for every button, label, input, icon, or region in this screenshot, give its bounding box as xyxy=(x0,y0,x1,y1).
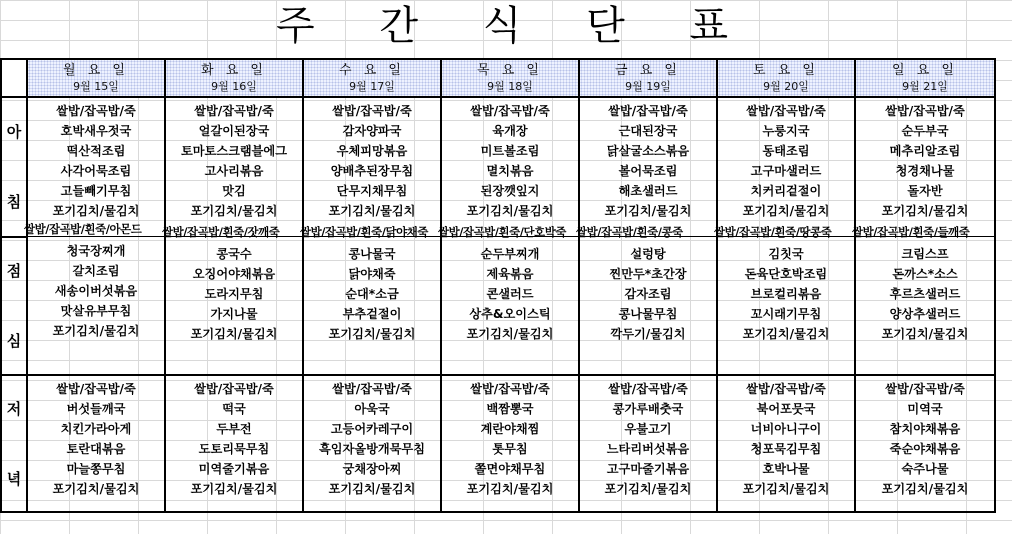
day-header xyxy=(303,59,441,97)
day-date: 9월 21일 xyxy=(902,79,948,93)
dinner-menu-cell xyxy=(27,375,165,512)
menu-item: 쌀밥/잡곡밥/흰죽/단호박죽 xyxy=(438,225,566,239)
menu-item: 고구마샐러드 xyxy=(750,164,822,178)
weekly-menu-table xyxy=(0,58,996,513)
day-date: 9월 15일 xyxy=(73,79,119,93)
menu-item: 포기김치/물김치 xyxy=(466,327,554,341)
menu-item: 설렁탕 xyxy=(630,247,666,261)
menu-item: 포기김치/물김치 xyxy=(742,482,830,496)
menu-item: 포기김치/물김치 xyxy=(466,204,554,218)
menu-item: 쫄면야채무침 xyxy=(474,462,546,476)
menu-item: 청경채나물 xyxy=(895,164,955,178)
day-header-row xyxy=(1,59,995,97)
menu-item: 부추겉절이 xyxy=(342,307,402,321)
menu-item: 궁채장아찌 xyxy=(342,462,402,476)
menu-item: 너비아니구이 xyxy=(750,422,822,436)
menu-item: 돈육단호박조림 xyxy=(744,267,828,281)
day-header xyxy=(165,59,303,97)
menu-item: 콩나물국 xyxy=(348,247,396,261)
menu-item: 쌀밥/잡곡밥/흰죽/콩죽 xyxy=(576,225,683,239)
menu-item: 우체피망볶음 xyxy=(336,144,408,158)
menu-item: 도토리묵무침 xyxy=(198,442,270,456)
menu-item: 맛김 xyxy=(222,184,246,198)
menu-item: 호박나물 xyxy=(762,462,810,476)
menu-item: 콩국수 xyxy=(216,247,252,261)
menu-item: 쌀밥/잡곡밥/죽 xyxy=(746,104,826,118)
menu-item: 감자조림 xyxy=(624,287,672,301)
menu-item: 근대된장국 xyxy=(618,124,678,138)
menu-item: 포기김치/물김치 xyxy=(328,204,416,218)
menu-item: 청포묵김무침 xyxy=(750,442,822,456)
menu-item: 멸치볶음 xyxy=(486,164,534,178)
menu-item: 톳무침 xyxy=(492,442,528,456)
dinner-label xyxy=(1,375,27,512)
menu-item: 치킨가라아게 xyxy=(60,422,132,436)
menu-item: 누룽지국 xyxy=(762,124,810,138)
menu-item: 콩나물무침 xyxy=(618,307,678,321)
menu-item: 돌자반 xyxy=(907,184,943,198)
menu-item: 순두부찌개 xyxy=(480,247,540,261)
menu-item: 쌀밥/잡곡밥/흰죽/아몬드 xyxy=(24,222,142,236)
menu-item: 쌀밥/잡곡밥/죽 xyxy=(608,104,688,118)
menu-item: 쌀밥/잡곡밥/죽 xyxy=(56,382,136,396)
menu-item: 두부전 xyxy=(216,422,252,436)
menu-item: 크림스프 xyxy=(901,247,949,261)
menu-item: 새송이버섯볶음 xyxy=(54,284,138,298)
menu-item: 감자양파국 xyxy=(342,124,402,138)
menu-item: 볼어묵조림 xyxy=(618,164,678,178)
menu-item: 포기김치/물김치 xyxy=(190,327,278,341)
menu-item: 깍두기/물김치 xyxy=(610,327,686,341)
menu-item: 양상추샐러드 xyxy=(889,307,961,321)
menu-item: 해초샐러드 xyxy=(618,184,678,198)
lunch-menu-cell xyxy=(24,222,165,376)
menu-item: 포기김치/물김치 xyxy=(466,482,554,496)
menu-item: 상추&오이스틱 xyxy=(469,307,551,321)
menu-item: 후르츠샐러드 xyxy=(889,287,961,301)
day-header xyxy=(855,59,995,97)
day-date: 9월 16일 xyxy=(211,79,257,93)
menu-item: 포기김치/물김치 xyxy=(742,204,830,218)
day-date: 9월 17일 xyxy=(349,79,395,93)
menu-item: 참치야채볶음 xyxy=(889,422,961,436)
menu-item: 김칫국 xyxy=(768,247,804,261)
breakfast-label xyxy=(1,97,27,237)
lunch-label xyxy=(1,237,27,376)
menu-item: 콩가루배춧국 xyxy=(612,402,684,416)
menu-item: 단무지채무침 xyxy=(336,184,408,198)
menu-item: 쌀밥/잡곡밥/죽 xyxy=(470,104,550,118)
menu-item: 쌀밥/잡곡밥/흰죽/땅콩죽 xyxy=(714,225,832,239)
menu-item: 고구마줄기볶음 xyxy=(606,462,690,476)
menu-item: 치커리겉절이 xyxy=(750,184,822,198)
menu-item: 순두부국 xyxy=(901,124,949,138)
menu-item: 숙주나물 xyxy=(901,462,949,476)
day-name: 일 요 일 xyxy=(892,62,958,78)
menu-item: 쌀밥/잡곡밥/죽 xyxy=(56,104,136,118)
menu-item: 포기김치/물김치 xyxy=(604,482,692,496)
menu-item: 포기김치/물김치 xyxy=(52,204,140,218)
menu-item: 쌀밥/잡곡밥/흰죽/닭야채죽 xyxy=(300,225,428,239)
breakfast-menu-cell xyxy=(717,97,855,237)
day-name: 수 요 일 xyxy=(339,62,405,78)
lunch-menu-cell xyxy=(714,225,855,376)
day-date: 9월 20일 xyxy=(763,79,809,93)
lunch-menu-cell xyxy=(852,225,995,376)
menu-item: 청국장찌개 xyxy=(66,244,126,258)
breakfast-menu-cell xyxy=(441,97,579,237)
menu-item: 마늘쫑무침 xyxy=(66,462,126,476)
menu-item: 포기김치/물김치 xyxy=(604,204,692,218)
menu-item: 브로컬리볶음 xyxy=(750,287,822,301)
menu-item: 버섯들깨국 xyxy=(66,402,126,416)
menu-item: 아욱국 xyxy=(354,402,390,416)
meal-label-syllable: 침 xyxy=(6,192,22,211)
menu-item: 포기김치/물김치 xyxy=(881,204,969,218)
menu-item: 얼갈이된장국 xyxy=(198,124,270,138)
corner-cell xyxy=(1,59,27,97)
dinner-menu-cell xyxy=(441,375,579,512)
menu-item: 쌀밥/잡곡밥/죽 xyxy=(470,382,550,396)
menu-item: 쌀밥/잡곡밥/죽 xyxy=(194,382,274,396)
menu-item: 고들빼기무침 xyxy=(60,184,132,198)
menu-item: 된장깻잎지 xyxy=(480,184,540,198)
menu-item: 포기김치/물김치 xyxy=(190,482,278,496)
breakfast-menu-cell xyxy=(165,97,303,237)
meal-label-syllable: 녁 xyxy=(6,469,22,488)
menu-item: 닭야채죽 xyxy=(348,267,396,281)
menu-item: 미역국 xyxy=(907,402,943,416)
menu-item: 찐만두*초간장 xyxy=(609,267,687,281)
menu-item: 미역줄기볶음 xyxy=(198,462,270,476)
menu-item: 가지나물 xyxy=(210,307,258,321)
menu-item: 포기김치/물김치 xyxy=(881,482,969,496)
breakfast-menu-cell xyxy=(27,97,165,237)
meal-label-syllable: 심 xyxy=(6,331,22,350)
menu-item: 사각어묵조림 xyxy=(60,164,132,178)
menu-item: 쌀밥/잡곡밥/죽 xyxy=(332,104,412,118)
menu-item: 떡국 xyxy=(222,402,246,416)
menu-item: 맛살유부무침 xyxy=(60,304,132,318)
menu-item: 양배추된장무침 xyxy=(330,164,414,178)
menu-item: 돈까스*소스 xyxy=(892,267,958,281)
breakfast-menu-cell xyxy=(303,97,441,237)
meal-label-syllable: 점 xyxy=(6,261,22,280)
menu-item: 포기김치/물김치 xyxy=(742,327,830,341)
menu-item: 쌀밥/잡곡밥/죽 xyxy=(746,382,826,396)
menu-item: 쌀밥/잡곡밥/죽 xyxy=(885,104,965,118)
menu-item: 미트볼조림 xyxy=(480,144,540,158)
menu-item: 닭살굴소스볶음 xyxy=(606,144,690,158)
menu-item: 쌀밥/잡곡밥/흰죽/잣깨죽 xyxy=(162,225,280,239)
dinner-menu-cell xyxy=(303,375,441,512)
menu-item: 고사리볶음 xyxy=(204,164,264,178)
menu-item: 포기김치/물김치 xyxy=(881,327,969,341)
day-name: 목 요 일 xyxy=(477,62,543,78)
menu-item: 우불고기 xyxy=(624,422,672,436)
menu-item: 느타리버섯볶음 xyxy=(606,442,690,456)
breakfast-row xyxy=(1,97,995,237)
dinner-row xyxy=(1,375,995,512)
meal-label-syllable: 저 xyxy=(6,399,22,418)
menu-item: 토마토스크램블에그 xyxy=(181,144,287,158)
menu-item: 동태조림 xyxy=(762,144,810,158)
menu-item: 고등어카레구이 xyxy=(330,422,414,436)
menu-item: 쌀밥/잡곡밥/죽 xyxy=(194,104,274,118)
menu-item: 쌀밥/잡곡밥/흰죽/들깨죽 xyxy=(852,225,970,239)
lunch-row xyxy=(1,237,995,376)
menu-item: 꼬시래기무침 xyxy=(750,307,822,321)
dinner-menu-cell xyxy=(579,375,717,512)
menu-item: 포기김치/물김치 xyxy=(190,204,278,218)
menu-item: 토란대볶음 xyxy=(66,442,126,456)
menu-item: 도라지무침 xyxy=(204,287,264,301)
lunch-menu-cell xyxy=(162,225,303,376)
menu-title: 주 간 식 단 표 xyxy=(276,3,755,49)
day-name: 화 요 일 xyxy=(201,62,267,78)
menu-item: 쌀밥/잡곡밥/죽 xyxy=(608,382,688,396)
menu-item: 떡산적조림 xyxy=(66,144,126,158)
menu-item: 북어포뭇국 xyxy=(756,402,816,416)
day-header xyxy=(579,59,717,97)
day-header xyxy=(27,59,165,97)
menu-item: 순대*소금 xyxy=(345,287,399,301)
menu-item: 포기김치/물김치 xyxy=(328,482,416,496)
meal-label-syllable: 아 xyxy=(6,122,22,141)
menu-item: 메추리알조림 xyxy=(889,144,961,158)
day-header xyxy=(441,59,579,97)
dinner-menu-cell xyxy=(855,375,995,512)
day-date: 9월 19일 xyxy=(625,79,671,93)
dinner-menu-cell xyxy=(717,375,855,512)
menu-item: 호박새우젓국 xyxy=(60,124,132,138)
menu-item: 제육볶음 xyxy=(486,267,534,281)
menu-item: 갈치조림 xyxy=(72,264,120,278)
menu-item: 포기김치/물김치 xyxy=(52,324,140,338)
lunch-menu-cell xyxy=(438,225,579,376)
dinner-menu-cell xyxy=(165,375,303,512)
menu-item: 쌀밥/잡곡밥/죽 xyxy=(885,382,965,396)
breakfast-menu-cell xyxy=(855,97,995,237)
lunch-menu-cell xyxy=(300,225,441,376)
menu-item: 백짬뽕국 xyxy=(486,402,534,416)
menu-item: 계란야채찜 xyxy=(480,422,540,436)
menu-item: 포기김치/물김치 xyxy=(328,327,416,341)
menu-item: 포기김치/물김치 xyxy=(52,482,140,496)
day-name: 월 요 일 xyxy=(63,62,129,78)
menu-item: 콘샐러드 xyxy=(486,287,534,301)
menu-item: 오징어야채볶음 xyxy=(192,267,276,281)
menu-item: 죽순야채볶음 xyxy=(889,442,961,456)
breakfast-menu-cell xyxy=(579,97,717,237)
day-date: 9월 18일 xyxy=(487,79,533,93)
day-name: 토 요 일 xyxy=(753,62,819,78)
menu-item: 육개장 xyxy=(492,124,528,138)
day-name: 금 요 일 xyxy=(615,62,681,78)
day-header xyxy=(717,59,855,97)
menu-item: 쌀밥/잡곡밥/죽 xyxy=(332,382,412,396)
lunch-menu-cell xyxy=(576,225,717,376)
menu-item: 흑임자올방개묵무침 xyxy=(319,442,425,456)
